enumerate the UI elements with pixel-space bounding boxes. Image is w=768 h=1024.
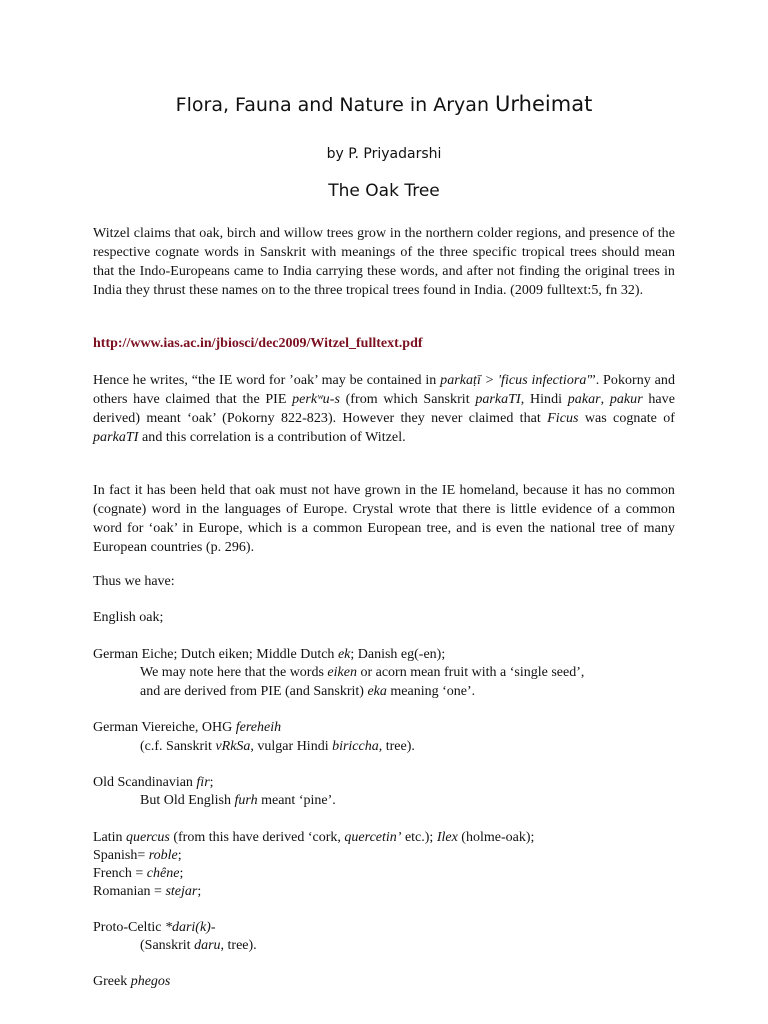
vrksa-note-line: (c.f. Sanskrit vRkSa, vulgar Hindi biriccha, tree). bbox=[140, 739, 415, 754]
author-byline: by P. Priyadarshi bbox=[326, 146, 442, 162]
title-text: Flora, Fauna and Nature in Aryan bbox=[175, 94, 489, 116]
english-oak-line: English oak; bbox=[93, 610, 164, 625]
old-english-note-line: But Old English furh meant ‘pine’. bbox=[140, 793, 336, 808]
thus-we-have: Thus we have: bbox=[93, 574, 175, 589]
old-scandinavian-line: Old Scandinavian fir; bbox=[93, 775, 214, 790]
eiken-note-line-1: We may note here that the words eiken or acorn mean fruit with a ‘single seed’, bbox=[140, 665, 585, 680]
witzel-fulltext-link[interactable]: http://www.ias.ac.in/jbiosci/dec2009/Witzel_fulltext.pdf bbox=[93, 336, 423, 351]
title-last-word: Urheimat bbox=[495, 92, 593, 116]
spanish-line: Spanish= roble; bbox=[93, 848, 182, 863]
proto-celtic-line: Proto-Celtic *dari(k)- bbox=[93, 920, 216, 935]
german-eiche-line: German Eiche; Dutch eiken; Middle Dutch ek; Danish eg(-en); bbox=[93, 647, 446, 662]
greek-line: Greek phegos bbox=[93, 974, 171, 989]
document-title bbox=[0, 92, 768, 116]
french-line: French = chêne; bbox=[93, 866, 184, 881]
german-viereiche-line: German Viereiche, OHG fereheih bbox=[93, 720, 282, 735]
eiken-note-line-2: and are derived from PIE (and Sanskrit) eka meaning ‘one’. bbox=[140, 684, 476, 699]
latin-line: Latin quercus (from this have derived ‘cork, quercetin’ etc.); Ilex (holme-oak); bbox=[93, 830, 535, 845]
section-title: The Oak Tree bbox=[328, 181, 440, 201]
romanian-line: Romanian = stejar; bbox=[93, 884, 202, 899]
daru-note-line: (Sanskrit daru, tree). bbox=[140, 938, 257, 953]
paragraph-witzel-claims: Witzel claims that oak, birch and willow trees grow in the northern colder regions, and presence of the respective cognate words in Sanskrit with meanings of the three specific tropical trees should mean that the Indo-Europeans came to India carrying these words, and after not finding the original trees in India they thrust these names on to the three tropical trees found in India. (2009 fulltext:5, fn 32). bbox=[93, 226, 675, 298]
paragraph-hence-he-writes: Hence he writes, “the IE word for ’oak’ may be contained in parkaṭī > 'ficus infectiora'”. Pokorny and others have claimed that the PIE perkʷu-s (from which Sanskrit parkaTI, Hindi pakar, pakur have derived) meant ‘oak’ (Pokorny 822-823). However they never claimed that Ficus was cognate of parkaTI and this correlation is a contribution of Witzel. bbox=[93, 373, 675, 445]
paragraph-in-fact: In fact it has been held that oak must not have grown in the IE homeland, because it has no common (cognate) word in the languages of Europe. Crystal wrote that there is little evidence of a common word for ‘oak’ in Europe, which is a common European tree, and is even the national tree of many European countries (p. 296). bbox=[93, 483, 675, 555]
